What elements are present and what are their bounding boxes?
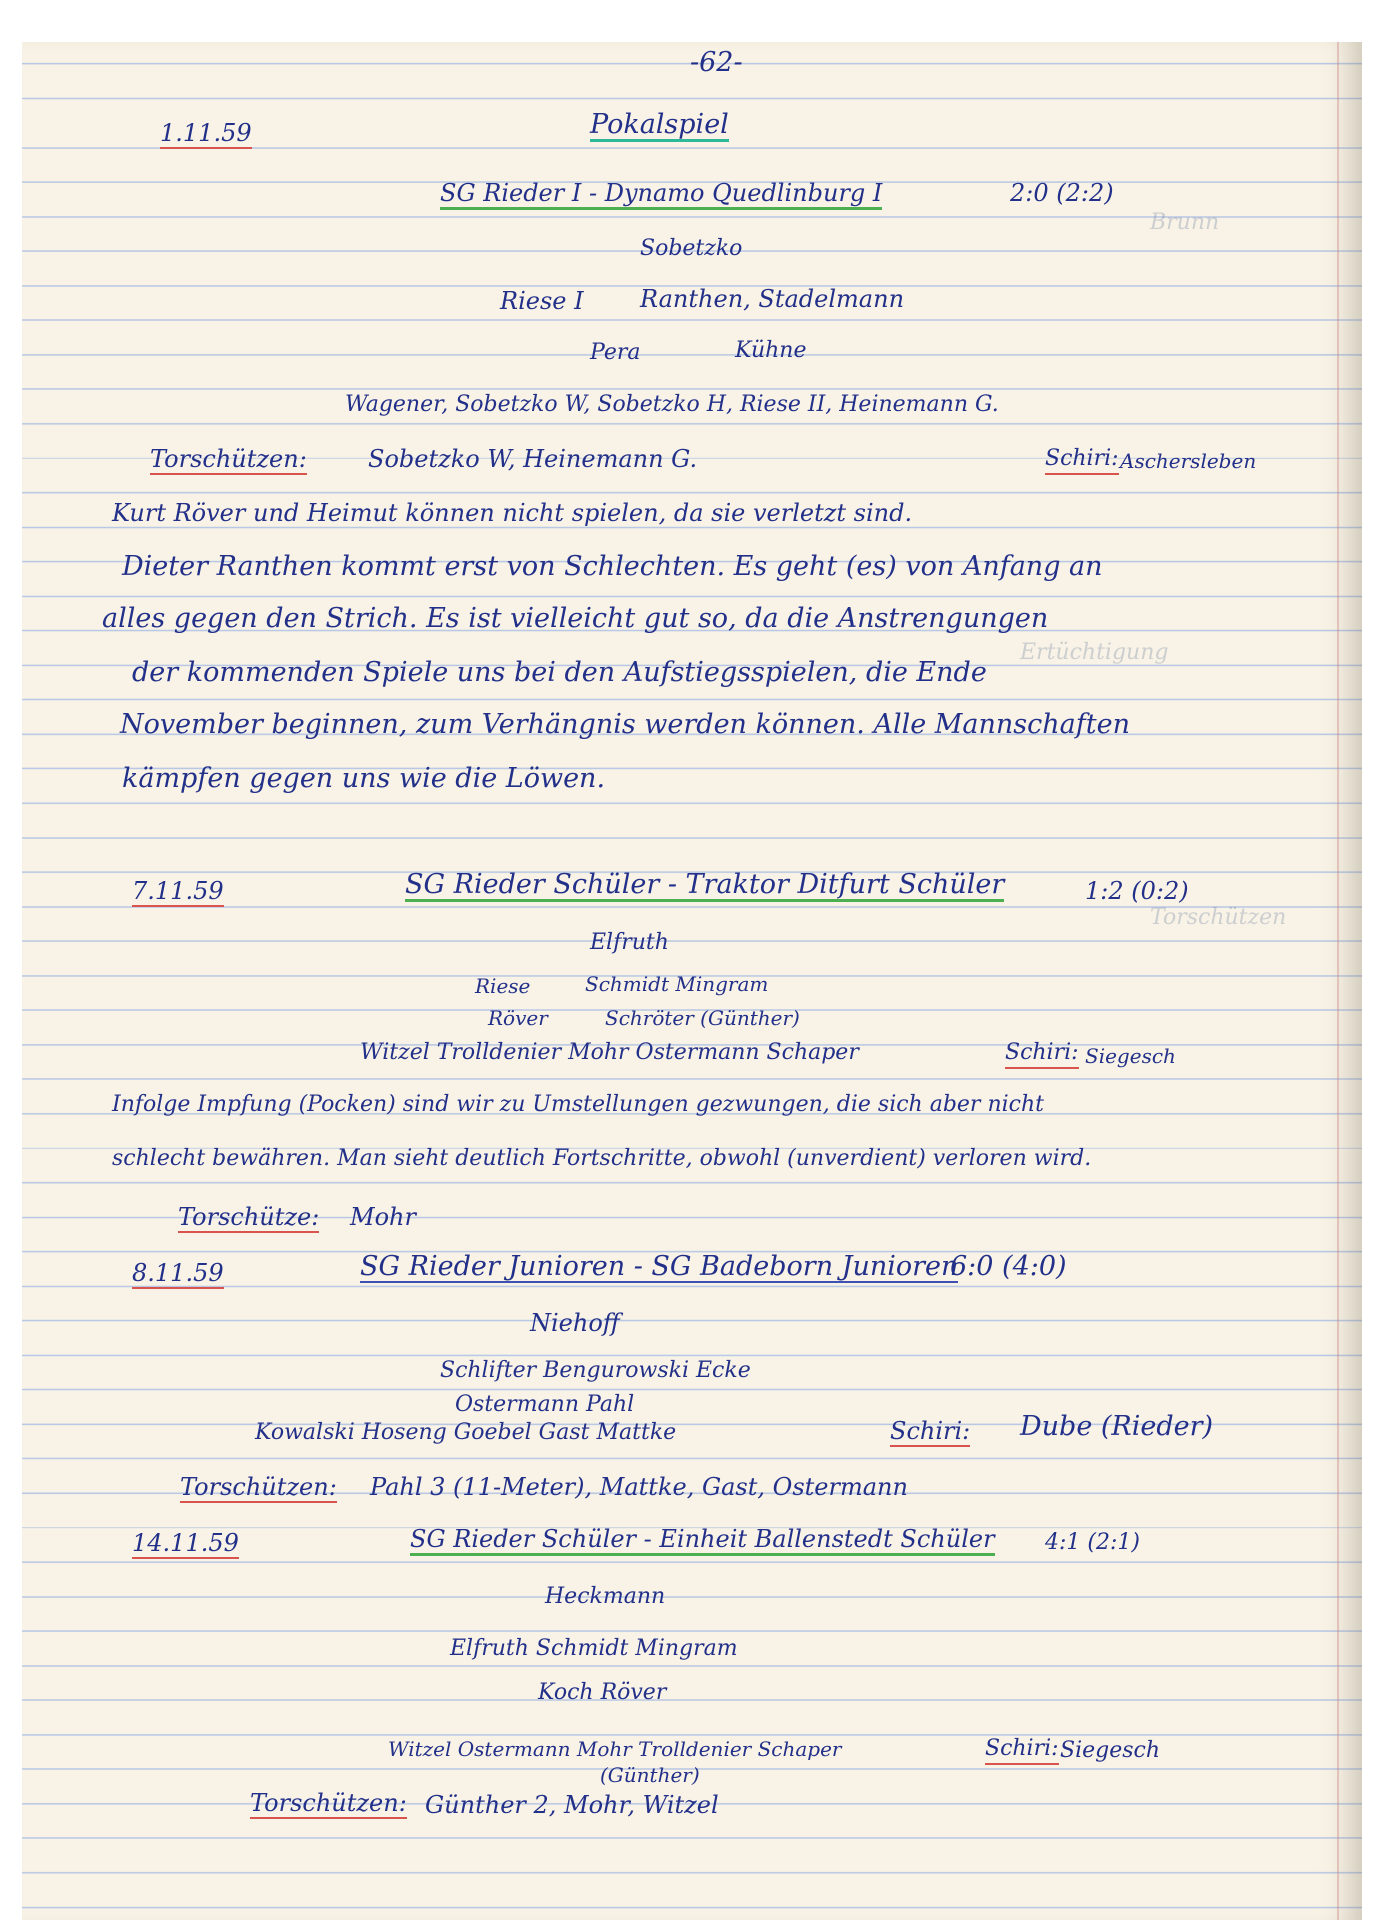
bleed-through-text: Brunn: [1150, 210, 1220, 235]
referee: Siegesch: [1060, 1738, 1161, 1763]
bleed-through-text: Ertüchtigung: [1020, 640, 1169, 665]
report-line: Infolge Impfung (Pocken) sind wir zu Umstellungen gezwungen, die sich aber nicht: [112, 1092, 1044, 1117]
match-title: SG Rieder Schüler - Traktor Ditfurt Schüler: [405, 869, 1005, 900]
lineup-midfield: Ostermann Pahl: [455, 1392, 635, 1417]
match-date: 1.11.59: [160, 119, 252, 147]
match-date: 14.11.59: [132, 1529, 239, 1557]
referee-label: Schiri:: [1045, 446, 1119, 475]
lineup-goalkeeper: Elfruth: [590, 930, 669, 955]
match-title: SG Rieder I - Dynamo Quedlinburg I: [440, 180, 882, 210]
lineup-defense: Riese: [475, 974, 531, 998]
lineup-goalkeeper: Heckmann: [545, 1584, 666, 1609]
scorers: Pahl 3 (11-Meter), Mattke, Gast, Ostermann: [370, 1473, 908, 1501]
report-line: alles gegen den Strich. Es ist vielleicht gut so, da die Anstrengungen: [102, 603, 1049, 634]
match-heading: Pokalspiel: [590, 109, 729, 140]
lineup-midfield: Koch Röver: [538, 1680, 667, 1705]
lineup-defense: Elfruth Schmidt Mingram: [450, 1636, 738, 1661]
report-line: der kommenden Spiele uns bei den Aufstiegsspielen, die Ende: [132, 657, 987, 688]
report-line: kämpfen gegen uns wie die Löwen.: [122, 763, 606, 794]
lineup-forwards: Kowalski Hoseng Goebel Gast Mattke: [255, 1420, 677, 1445]
referee: Aschersleben: [1120, 449, 1257, 473]
report-line: Kurt Röver und Heimut können nicht spielen, da sie verletzt sind.: [112, 499, 913, 527]
scorers: Günther 2, Mohr, Witzel: [425, 1791, 719, 1819]
match-score: 6:0 (4:0): [950, 1251, 1067, 1282]
scorers-label: Torschütze:: [178, 1203, 320, 1231]
lineup-midfield: Kühne: [735, 338, 807, 363]
lineup-defense: Schmidt Mingram: [585, 972, 769, 996]
lineup-midfield: Pera: [590, 340, 641, 365]
scorers: Mohr: [350, 1203, 416, 1231]
report-line: schlecht bewähren. Man sieht deutlich Fortschritte, obwohl (unverdient) verloren wird.: [112, 1146, 1092, 1171]
match-date: 7.11.59: [132, 877, 224, 905]
referee-label: Schiri:: [1005, 1040, 1079, 1069]
scorers: Sobetzko W, Heinemann G.: [368, 445, 698, 473]
lineup-forwards: Witzel Ostermann Mohr Trolldenier Schaper: [388, 1737, 842, 1761]
match-score: 1:2 (0:2): [1085, 877, 1189, 905]
scorers-label: Torschützen:: [150, 445, 307, 473]
report-line: November beginnen, zum Verhängnis werden können. Alle Mannschaften: [120, 709, 1130, 740]
match-date: 8.11.59: [132, 1259, 224, 1287]
report-line: Dieter Ranthen kommt erst von Schlechten. Es geht (es) von Anfang an: [122, 551, 1103, 582]
match-score: 4:1 (2:1): [1045, 1530, 1140, 1555]
page-number: -62-: [690, 47, 743, 78]
lineup-forwards: Witzel Trolldenier Mohr Ostermann Schaper: [360, 1040, 859, 1065]
match-score: 2:0 (2:2): [1010, 179, 1114, 207]
lineup-forwards: Wagener, Sobetzko W, Sobetzko H, Riese II, Heinemann G.: [345, 392, 999, 417]
referee-label: Schiri:: [890, 1417, 971, 1445]
lineup-defense: Ranthen, Stadelmann: [640, 285, 905, 313]
lineup-midfield: Röver: [488, 1006, 548, 1030]
match-title: SG Rieder Junioren - SG Badeborn Junioren: [360, 1251, 959, 1282]
referee-label: Schiri:: [985, 1736, 1059, 1765]
lineup-defense: Schlifter Bengurowski Ecke: [440, 1358, 751, 1383]
lineup-midfield: Schröter (Günther): [605, 1006, 800, 1030]
scorers-label: Torschützen:: [250, 1789, 407, 1817]
bleed-through-text: Torschützen: [1150, 905, 1287, 930]
lineup-goalkeeper: Sobetzko: [640, 236, 743, 261]
match-title: SG Rieder Schüler - Einheit Ballenstedt Schüler: [410, 1526, 995, 1556]
margin-line: [1337, 42, 1339, 1920]
scorers-label: Torschützen:: [180, 1473, 337, 1501]
lineup-defense: Riese I: [500, 287, 584, 315]
lineup-goalkeeper: Niehoff: [530, 1309, 620, 1337]
lineup-note: (Günther): [600, 1763, 700, 1787]
referee: Dube (Rieder): [1020, 1411, 1214, 1442]
referee: Siegesch: [1085, 1044, 1176, 1068]
